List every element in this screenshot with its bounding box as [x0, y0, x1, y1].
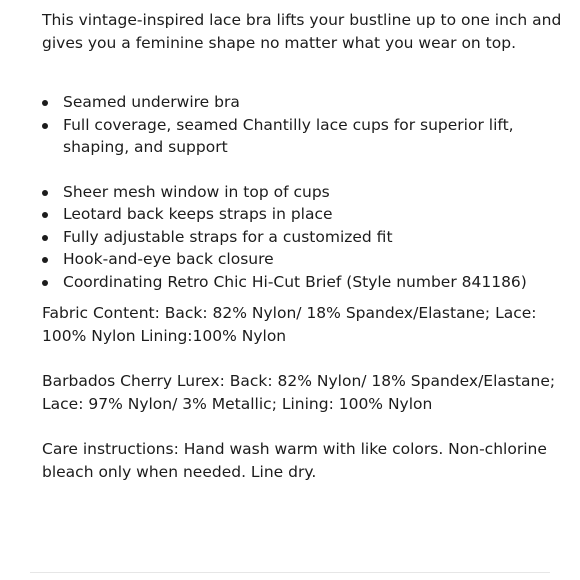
spacer: [42, 54, 572, 91]
bullet-icon: [42, 280, 48, 286]
list-item: [42, 91, 572, 114]
intro-paragraph: This vintage-inspired lace bra lifts your bustline up to one inch and gives you a feminine shape no matter what you wear on top.: [42, 11, 562, 52]
fabric-content-paragraph: Fabric Content: Back: 82% Nylon/ 18% Spandex/Elastane; Lace: 100% Nylon Lining:100% Nylon: [42, 304, 537, 345]
product-description: [42, 9, 572, 483]
list-item-text: Sheer mesh window in top of cups: [63, 182, 330, 201]
barbados-cherry-paragraph: Barbados Cherry Lurex: Back: 82% Nylon/ 18% Spandex/Elastane; Lace: 97% Nylon/ 3% Metallic; Lining: 100% Nylon: [42, 372, 556, 413]
spacer: [42, 293, 572, 302]
feature-list-1: [42, 91, 572, 159]
bullet-icon: [42, 100, 48, 106]
list-item: [42, 114, 572, 159]
bullet-icon: [42, 190, 48, 196]
list-item: [42, 248, 572, 271]
list-item-text: Fully adjustable straps for a customized fit: [63, 227, 393, 246]
bullet-icon: [42, 212, 48, 218]
feature-list-2: [42, 181, 572, 294]
spacer: [42, 347, 572, 370]
list-item-text: Seamed underwire bra: [63, 93, 240, 111]
list-item: [42, 271, 572, 294]
bullet-icon: [42, 257, 48, 263]
list-item: [42, 203, 572, 226]
list-item-text: Hook-and-eye back closure: [63, 250, 274, 268]
list-item: [42, 181, 572, 204]
list-item-text: Coordinating Retro Chic Hi-Cut Brief (Style number 841186): [63, 272, 527, 291]
spacer: [42, 159, 572, 181]
list-item: [42, 226, 572, 249]
bullet-icon: [42, 123, 48, 129]
spacer: [42, 415, 572, 438]
care-instructions-paragraph: Care instructions: Hand wash warm with like colors. Non-chlorine bleach only when needed. Line dry.: [42, 440, 547, 481]
list-item-text: Full coverage, seamed Chantilly lace cups for superior lift, shaping, and support: [63, 115, 514, 156]
divider: [30, 572, 550, 573]
bullet-icon: [42, 235, 48, 241]
list-item-text: Leotard back keeps straps in place: [63, 205, 333, 223]
